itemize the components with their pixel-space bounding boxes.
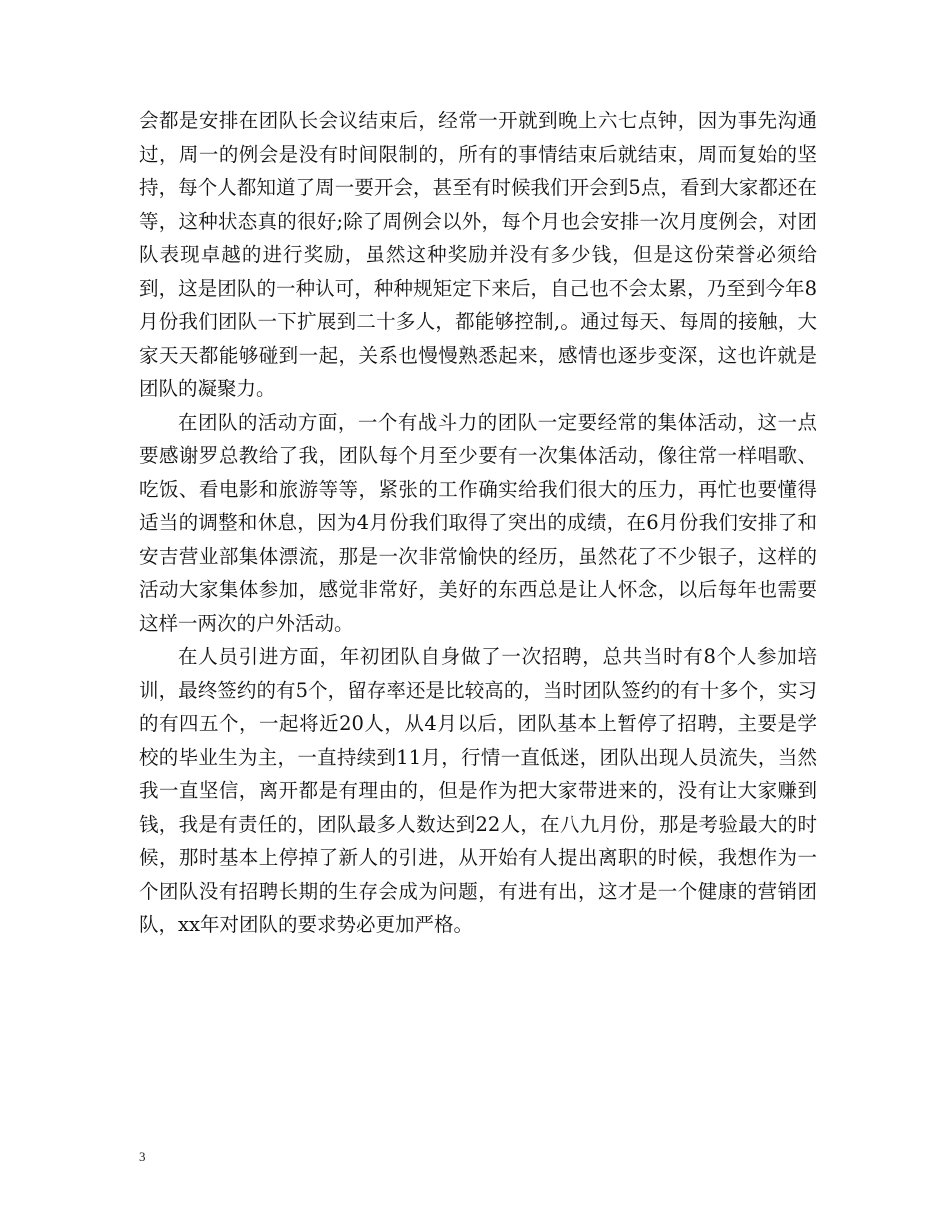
paragraph-1: 会都是安排在团队长会议结束后，经常一开就到晚上六七点钟，因为事先沟通过，周一的例会是没有时间限制的，所有的事情结束后就结束，周而复始的坚持，每个人都知道了周一要开会，甚至有时候我们开会到5点，看到大家都还在等，这种状态真的很好;除了周例会以外，每个月也会安排一次月度例会，对团队表现卓越的进行奖励，虽然这种奖励并没有多少钱，但是这份荣誉必须给到，这是团队的一种认可，种种规矩定下来后，自己也不会太累，乃至到今年8月份我们团队一下扩展到二十多人，都能够控制,。通过每天、每周的接触，大家天天都能够碰到一起，关系也慢慢熟悉起来，感情也逐步变深，这也许就是团队的凝聚力。 [139,109,817,400]
page-number: 3 [139,1149,146,1164]
paragraph-2: 在团队的活动方面，一个有战斗力的团队一定要经常的集体活动，这一点要感谢罗总教给了我，团队每个月至少要有一次集体活动，像往常一样唱歌、吃饭、看电影和旅游等等，紧张的工作确实给我们很大的压力，再忙也要懂得适当的调整和休息，因为4月份我们取得了突出的成绩，在6月份我们安排了和安吉营业部集体漂流，那是一次非常愉快的经历，虽然花了不少银子，这样的活动大家集体参加，感觉非常好，美好的东西总是让人怀念，以后每年也需要这样一两次的户外活动。 [139,410,817,635]
paragraph-3: 在人员引进方面，年初团队自身做了一次招聘，总共当时有8个人参加培训，最终签约的有5个，留存率还是比较高的，当时团队签约的有十多个，实习的有四五个，一起将近20人，从4月以后，团队基本上暂停了招聘，主要是学校的毕业生为主，一直持续到11月，行情一直低迷，团队出现人员流失，当然我一直坚信，离开都是有理由的，但是作为把大家带进来的，没有让大家赚到钱，我是有责任的，团队最多人数达到22人，在八九月份，那是考验最大的时候，那时基本上停掉了新人的引进，从开始有人提出离职的时候，我想作为一个团队没有招聘长期的生存会成为问题，有进有出，这才是一个健康的营销团队，xx年对团队的要求势必更加严格。 [139,645,817,936]
body-text [139,104,817,942]
